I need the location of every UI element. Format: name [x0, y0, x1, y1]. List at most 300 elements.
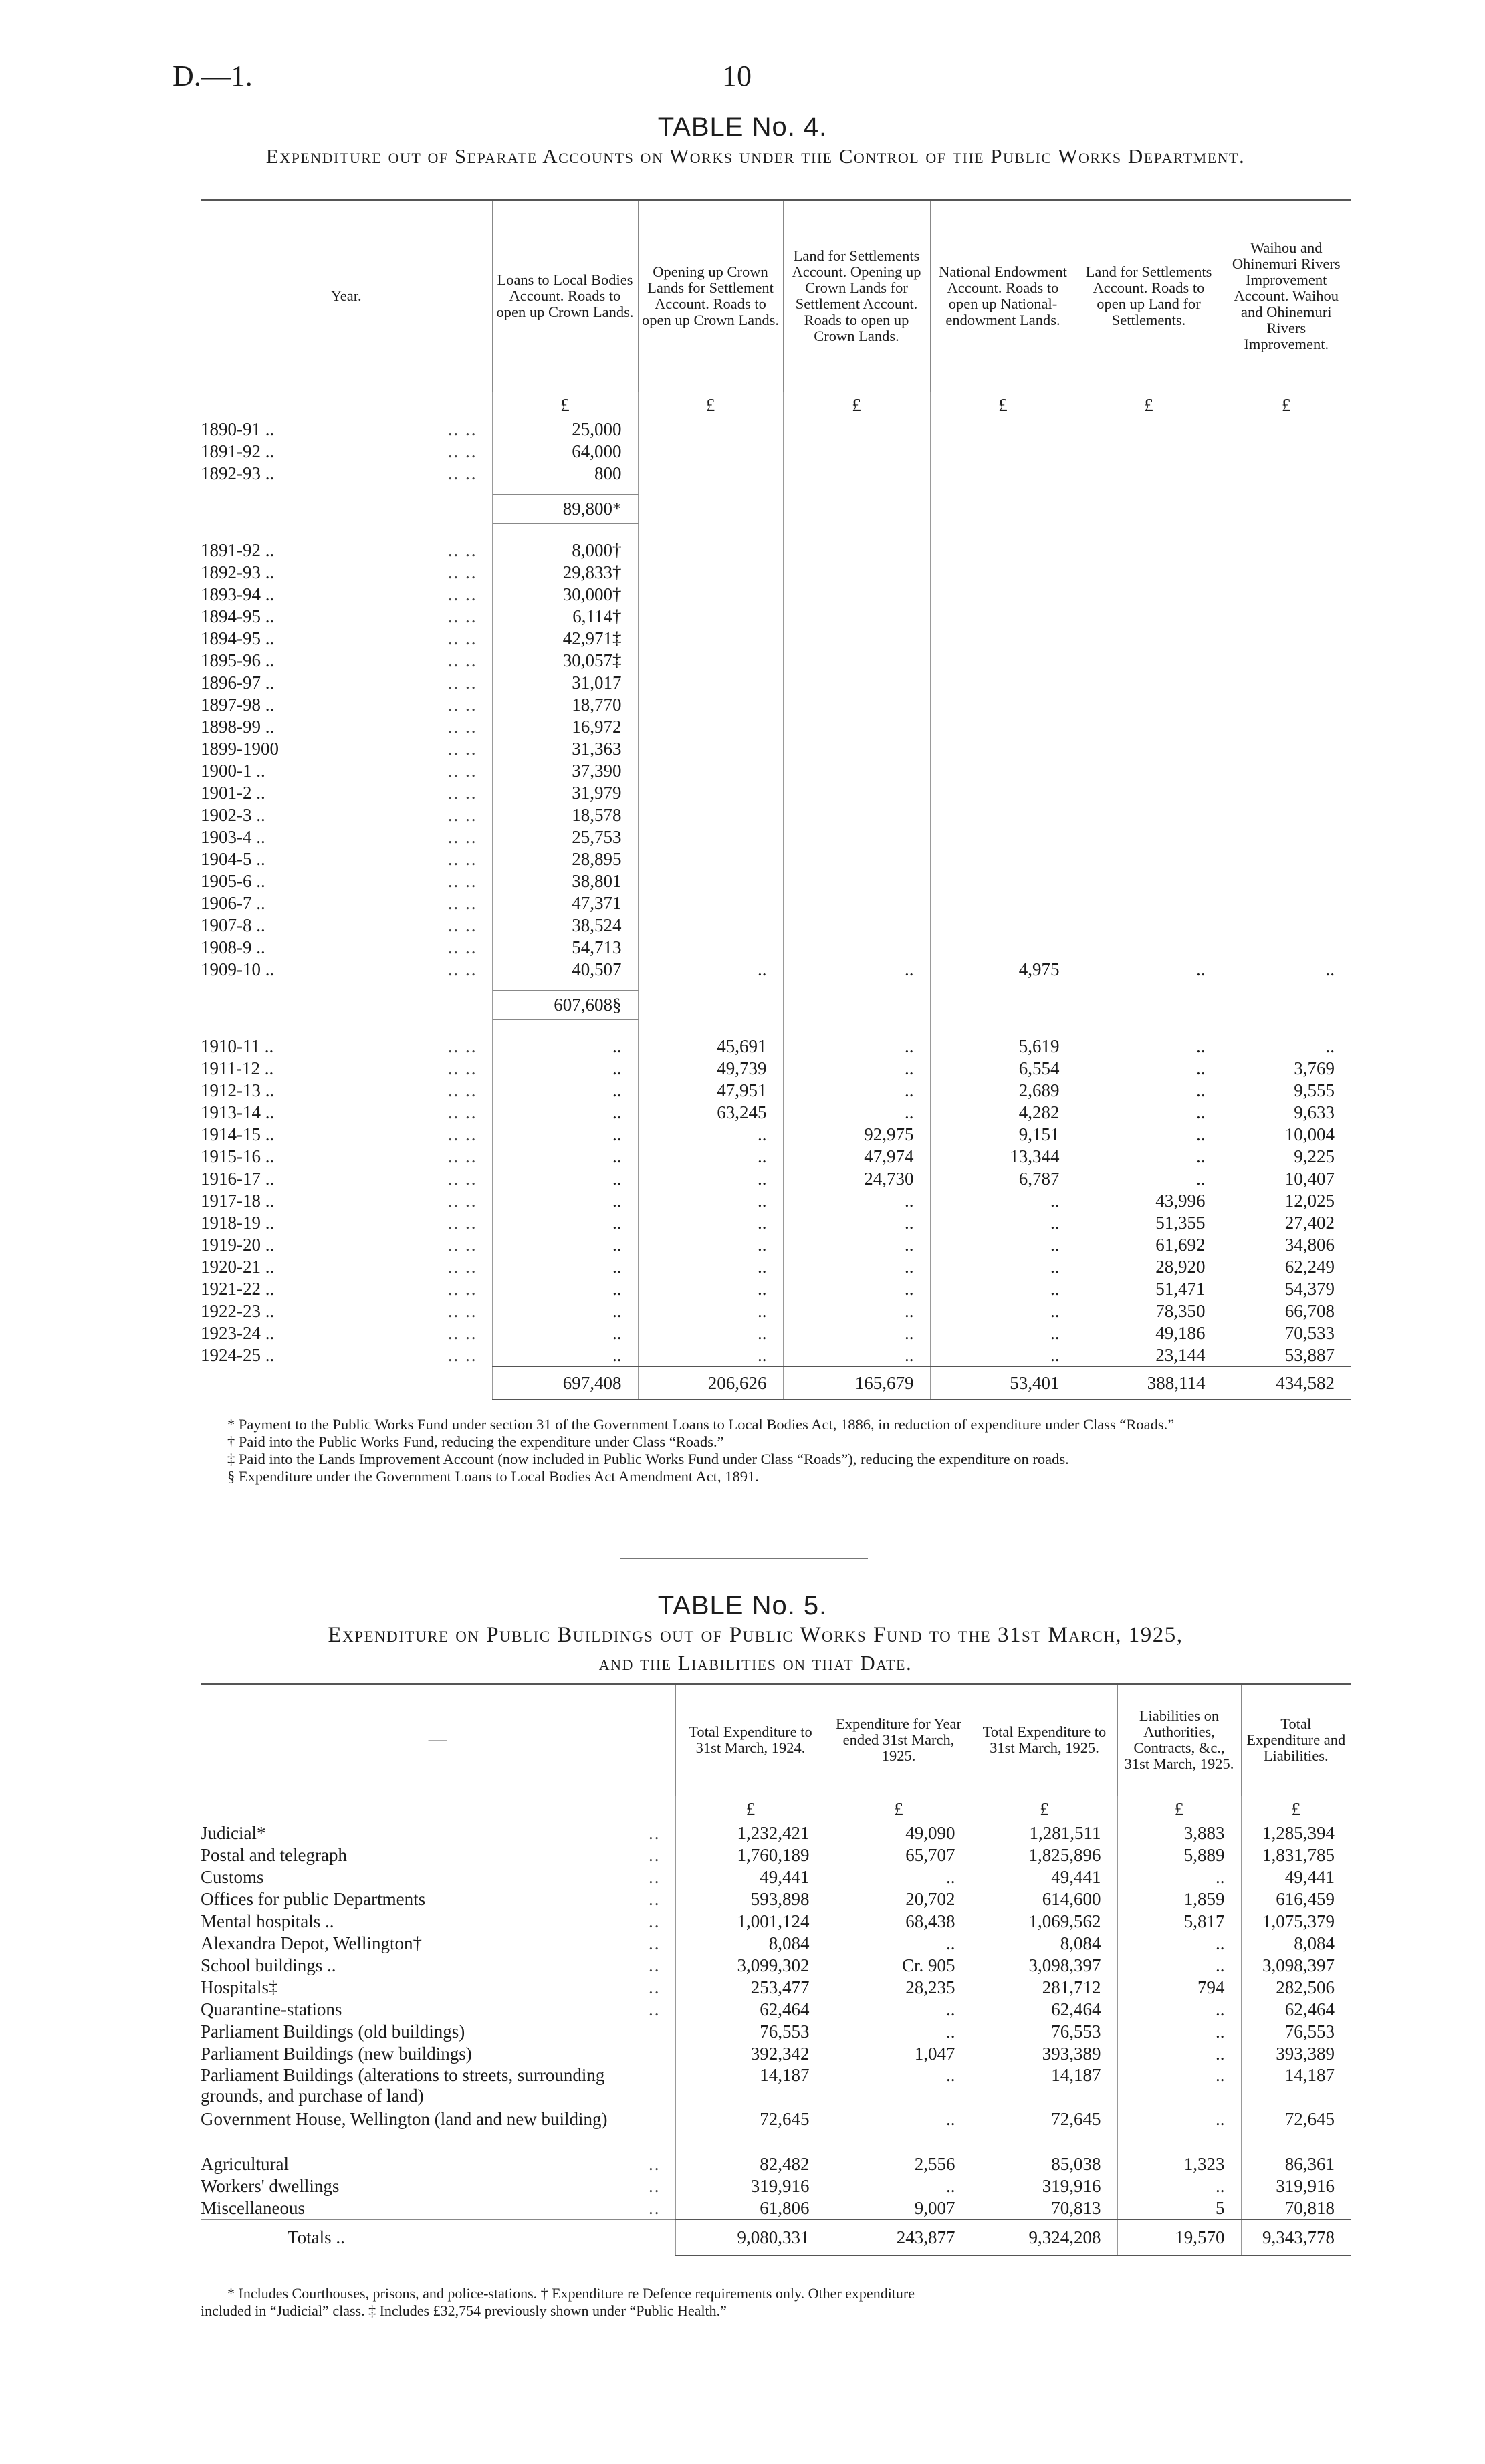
value-cell: 29,833† — [492, 562, 638, 584]
value-cell — [783, 716, 930, 738]
leader-dots: .. .. — [447, 849, 477, 869]
value-cell: 23,144 — [1076, 1344, 1222, 1366]
year-cell — [201, 1035, 492, 1058]
table5-unit-row — [201, 1796, 1351, 1822]
row-label: Government House, Wellington (land and new building) — [201, 2109, 608, 2129]
label-cell — [201, 1844, 675, 1866]
value-cell: 14,187 — [1284, 2065, 1335, 2085]
row-label: Offices for public Departments — [201, 1889, 426, 1909]
value-cell: 43,996 — [1076, 1190, 1222, 1212]
year-label: 1909-10 .. — [201, 959, 275, 979]
value-cell: .. — [930, 1344, 1076, 1366]
year-cell — [201, 539, 492, 562]
table4-row — [201, 848, 1351, 870]
value-cell — [783, 606, 930, 628]
table4-row — [201, 694, 1351, 716]
value-cell — [930, 870, 1076, 892]
leader-dots: .. .. — [447, 761, 477, 781]
value-cell: 16,972 — [492, 716, 638, 738]
value-cell: 28,895 — [492, 848, 638, 870]
value-cell: .. — [826, 2175, 972, 2197]
value-cell: 4,975 — [930, 959, 1076, 981]
leader-dots: .. — [649, 1977, 661, 1997]
value-cell: 8,000† — [492, 539, 638, 562]
row-label: Parliament Buildings (new buildings) — [201, 2044, 472, 2064]
value-cell — [1076, 694, 1222, 716]
value-cell: .. — [783, 1035, 930, 1058]
table4-footnote: ‡ Paid into the Lands Improvement Account (now included in Public Works Fund under Class “Roads”), reducing the expenditure on roads. — [227, 1451, 1069, 1467]
year-label: 1904-5 .. — [201, 849, 265, 869]
value-cell — [930, 914, 1076, 937]
table4-subtitle: Expenditure out of Separate Accounts on Works under the Control of the Public Works Department. — [265, 144, 1246, 168]
value-cell — [1076, 539, 1222, 562]
table5-col-header: Total Expenditure to 31st March, 1924. — [675, 1685, 826, 1796]
value-cell — [638, 760, 783, 782]
value-cell: 6,787 — [930, 1168, 1076, 1190]
value-cell: 1,285,394 — [1262, 1823, 1335, 1843]
value-cell: 1,760,189 — [675, 1844, 826, 1866]
table4-row — [201, 1035, 1351, 1058]
leader-dots: .. .. — [447, 419, 477, 439]
year-cell — [201, 584, 492, 606]
label-cell — [201, 1911, 675, 1933]
value-cell: .. — [492, 1322, 638, 1344]
value-cell: 593,898 — [675, 1888, 826, 1911]
year-label: 1920-21 .. — [201, 1257, 275, 1277]
value-cell: 40,507 — [492, 959, 638, 981]
value-cell — [783, 694, 930, 716]
value-cell: .. — [1076, 1124, 1222, 1146]
label-cell — [201, 1977, 675, 1999]
unit-cell: £ — [675, 1796, 826, 1822]
value-cell — [930, 584, 1076, 606]
totals-label: Totals .. — [201, 2219, 675, 2255]
value-cell: 9,225 — [1294, 1146, 1335, 1166]
value-cell: 393,389 — [972, 2043, 1117, 2065]
table4-row — [201, 628, 1351, 650]
value-cell — [638, 441, 783, 463]
value-cell — [638, 463, 783, 485]
value-cell — [783, 826, 930, 848]
value-cell: .. — [492, 1300, 638, 1322]
value-cell — [1076, 716, 1222, 738]
value-cell — [783, 937, 930, 959]
leader-dots: .. — [649, 1911, 661, 1931]
table5-row — [201, 1866, 1351, 1888]
value-cell — [1076, 738, 1222, 760]
table5-header-row — [201, 1685, 1351, 1796]
row-label: Miscellaneous — [201, 2197, 305, 2218]
value-cell — [1222, 870, 1351, 892]
table5-col-header: Expenditure for Year ended 31st March, 1925. — [826, 1685, 972, 1796]
value-cell — [783, 914, 930, 937]
table5-row — [201, 1888, 1351, 1911]
table5-totals-row — [201, 2219, 1351, 2255]
page-number: 10 — [722, 59, 752, 92]
spacer-row — [201, 1019, 1351, 1035]
value-cell: 5,619 — [930, 1035, 1076, 1058]
year-cell — [201, 1322, 492, 1344]
table4-unit-row — [201, 392, 1351, 418]
table4-col-header: Land for Settlements Account. Opening up Crown Lands for Settlement Account. Roads to open up Crown Lands. — [783, 201, 930, 392]
year-label: 1891-92 .. — [201, 540, 275, 560]
year-cell — [201, 562, 492, 584]
value-cell: 1,825,896 — [972, 1844, 1117, 1866]
year-label: 1890-91 .. — [201, 419, 275, 439]
value-cell: 27,402 — [1284, 1213, 1335, 1233]
table4-footnotes — [201, 1416, 1351, 1485]
leader-dots: .. .. — [447, 1036, 477, 1056]
year-label: 1913-14 .. — [201, 1102, 275, 1122]
year-label: 1924-25 .. — [201, 1345, 275, 1365]
table5-row — [201, 2197, 1351, 2219]
table4-row — [201, 1168, 1351, 1190]
value-cell: 38,801 — [492, 870, 638, 892]
value-cell — [638, 892, 783, 914]
table5-footnote: included in “Judicial” class. ‡ Includes £32,754 previously shown under “Public Health.” — [201, 2302, 727, 2319]
value-cell — [1076, 606, 1222, 628]
year-cell — [201, 782, 492, 804]
table4-row — [201, 716, 1351, 738]
table4-row — [201, 1344, 1351, 1366]
leader-dots: .. .. — [447, 1102, 477, 1122]
value-cell: 54,379 — [1284, 1279, 1335, 1299]
table5-row — [201, 1999, 1351, 2021]
value-cell — [638, 694, 783, 716]
value-cell — [930, 463, 1076, 485]
value-cell: .. — [638, 1234, 783, 1256]
year-cell — [201, 738, 492, 760]
value-cell — [1222, 937, 1351, 959]
value-cell: 8,084 — [972, 1933, 1117, 1955]
value-cell: .. — [826, 2109, 972, 2153]
table4-row — [201, 1300, 1351, 1322]
table4-row — [201, 1234, 1351, 1256]
value-cell — [1076, 782, 1222, 804]
year-label: 1919-20 .. — [201, 1235, 275, 1255]
table4-row — [201, 1256, 1351, 1278]
leader-dots: .. .. — [447, 441, 477, 461]
leader-dots: .. — [649, 1955, 661, 1975]
value-cell — [1076, 760, 1222, 782]
value-cell: 616,459 — [1276, 1889, 1335, 1909]
year-label: 1897-98 .. — [201, 695, 275, 715]
table4-row — [201, 1102, 1351, 1124]
value-cell: .. — [930, 1278, 1076, 1300]
year-cell — [201, 760, 492, 782]
label-cell — [201, 1955, 675, 1977]
year-label: 1902-3 .. — [201, 805, 265, 825]
value-cell — [638, 584, 783, 606]
year-cell — [201, 1256, 492, 1278]
year-label: 1895-96 .. — [201, 650, 275, 670]
label-cell — [201, 2021, 675, 2043]
row-label: Judicial* — [201, 1823, 266, 1843]
value-cell: .. — [1076, 1102, 1222, 1124]
spacer-row — [201, 981, 1351, 990]
value-cell: .. — [930, 1234, 1076, 1256]
value-cell: 49,441 — [1284, 1867, 1335, 1887]
value-cell: .. — [638, 1300, 783, 1322]
value-cell — [930, 937, 1076, 959]
spacer-row — [201, 523, 1351, 539]
unit-cell: £ — [930, 392, 1076, 418]
value-cell: 2,689 — [930, 1080, 1076, 1102]
value-cell: 49,739 — [638, 1058, 783, 1080]
value-cell: 8,084 — [1294, 1933, 1335, 1953]
leader-dots: .. .. — [447, 783, 477, 803]
value-cell — [1222, 672, 1351, 694]
spacer-row — [201, 485, 1351, 494]
table4-col-header: Land for Settlements Account. Roads to open up Land for Settlements. — [1076, 201, 1222, 392]
table5-col-header: Total Expenditure to 31st March, 1925. — [972, 1685, 1117, 1796]
year-cell — [201, 1102, 492, 1124]
value-cell: 62,464 — [972, 1999, 1117, 2021]
table4-row — [201, 418, 1351, 441]
unit-cell: £ — [1291, 1798, 1300, 1819]
value-cell — [930, 892, 1076, 914]
value-cell: 253,477 — [675, 1977, 826, 1999]
value-cell: .. — [783, 1234, 930, 1256]
table4-col-header: Opening up Crown Lands for Settlement Account. Roads to open up Crown Lands. — [638, 201, 783, 392]
year-cell — [201, 1124, 492, 1146]
value-cell: Cr. 905 — [826, 1955, 972, 1977]
leader-dots: .. .. — [447, 540, 477, 560]
value-cell — [638, 628, 783, 650]
value-cell: 1,831,785 — [1262, 1845, 1335, 1865]
year-label: 1912-13 .. — [201, 1080, 275, 1100]
leader-dots: .. .. — [447, 739, 477, 759]
value-cell: .. — [930, 1256, 1076, 1278]
value-cell: .. — [638, 1278, 783, 1300]
leader-dots: .. .. — [447, 695, 477, 715]
value-cell: 281,712 — [972, 1977, 1117, 1999]
value-cell: .. — [492, 1344, 638, 1366]
value-cell: 63,245 — [638, 1102, 783, 1124]
value-cell: .. — [638, 1256, 783, 1278]
row-label: Parliament Buildings (old buildings) — [201, 2021, 465, 2042]
value-cell — [930, 738, 1076, 760]
value-cell: 1,001,124 — [675, 1911, 826, 1933]
value-cell: .. — [930, 1212, 1076, 1234]
table4-row — [201, 1190, 1351, 1212]
value-cell — [930, 650, 1076, 672]
table4-row — [201, 804, 1351, 826]
value-cell — [1076, 870, 1222, 892]
unit-cell: £ — [783, 392, 930, 418]
table4-row — [201, 606, 1351, 628]
label-cell — [201, 1822, 675, 1844]
value-cell: .. — [1117, 2043, 1241, 2065]
value-cell — [1076, 937, 1222, 959]
value-cell: 62,464 — [1284, 1999, 1335, 2019]
value-cell: 34,806 — [1284, 1235, 1335, 1255]
value-cell: .. — [492, 1168, 638, 1190]
value-cell — [1222, 716, 1351, 738]
value-cell: 85,038 — [972, 2153, 1117, 2175]
value-cell — [930, 539, 1076, 562]
value-cell — [1222, 650, 1351, 672]
value-cell: .. — [638, 1212, 783, 1234]
value-cell: 68,438 — [826, 1911, 972, 1933]
value-cell — [930, 418, 1076, 441]
unit-cell: £ — [492, 392, 638, 418]
table5-row — [201, 2175, 1351, 2197]
value-cell: 76,553 — [675, 2021, 826, 2043]
value-cell: .. — [783, 1102, 930, 1124]
year-label: 1901-2 .. — [201, 783, 265, 803]
table4-row — [201, 1124, 1351, 1146]
value-cell: 66,708 — [1284, 1301, 1335, 1321]
value-cell: .. — [1076, 1080, 1222, 1102]
row-label: Quarantine-stations — [201, 1999, 342, 2019]
value-cell — [1076, 892, 1222, 914]
table4-row — [201, 892, 1351, 914]
value-cell — [783, 870, 930, 892]
value-cell: .. — [492, 1212, 638, 1234]
value-cell: 51,471 — [1076, 1278, 1222, 1300]
value-cell: .. — [638, 1124, 783, 1146]
table5-col-header: Liabilities on Authorities, Contracts, &c., 31st March, 1925. — [1117, 1685, 1241, 1796]
year-cell — [201, 959, 492, 981]
value-cell — [1076, 826, 1222, 848]
value-cell: 9,633 — [1294, 1102, 1335, 1122]
leader-dots: .. .. — [447, 805, 477, 825]
year-cell — [201, 418, 492, 441]
table4-row — [201, 584, 1351, 606]
leader-dots: .. — [649, 1867, 661, 1887]
value-cell: 4,282 — [930, 1102, 1076, 1124]
year-label: 1903-4 .. — [201, 827, 265, 847]
value-cell — [1222, 760, 1351, 782]
year-label: 1898-99 .. — [201, 717, 275, 737]
value-cell — [638, 937, 783, 959]
value-cell: .. — [826, 2021, 972, 2043]
value-cell: 614,600 — [972, 1888, 1117, 1911]
leader-dots: .. .. — [447, 1191, 477, 1211]
year-label: 1899-1900 — [201, 739, 279, 759]
value-cell — [638, 826, 783, 848]
value-cell: .. — [1076, 1146, 1222, 1168]
leader-dots: .. .. — [447, 1323, 477, 1343]
table4-row — [201, 959, 1351, 981]
value-cell — [783, 760, 930, 782]
table4-row — [201, 539, 1351, 562]
row-label: Customs — [201, 1867, 264, 1887]
value-cell: .. — [783, 1278, 930, 1300]
value-cell — [1076, 804, 1222, 826]
value-cell — [638, 418, 783, 441]
value-cell: 319,916 — [972, 2175, 1117, 2197]
row-label: Hospitals‡ — [201, 1977, 278, 1997]
value-cell: 72,645 — [972, 2109, 1117, 2153]
value-cell: 5,889 — [1117, 1844, 1241, 1866]
value-cell — [783, 441, 930, 463]
table5-title: TABLE No. 5. — [657, 1591, 828, 1620]
year-label: 1908-9 .. — [201, 937, 265, 957]
year-label: 1923-24 .. — [201, 1323, 275, 1343]
value-cell: 92,975 — [783, 1124, 930, 1146]
value-cell — [638, 562, 783, 584]
value-cell — [1222, 539, 1351, 562]
year-label: 1892-93 .. — [201, 562, 275, 582]
year-cell — [201, 870, 492, 892]
total-cell: 9,324,208 — [972, 2219, 1117, 2255]
table4-row — [201, 1146, 1351, 1168]
value-cell: 70,533 — [1284, 1323, 1335, 1343]
value-cell: .. — [783, 1080, 930, 1102]
year-cell — [201, 848, 492, 870]
value-cell: .. — [492, 1124, 638, 1146]
table4-subtotal-row — [201, 990, 1351, 1019]
value-cell: 18,578 — [492, 804, 638, 826]
value-cell: 31,363 — [492, 738, 638, 760]
value-cell — [930, 716, 1076, 738]
year-label: 1914-15 .. — [201, 1124, 275, 1144]
leader-dots: .. — [649, 2197, 661, 2218]
value-cell — [783, 463, 930, 485]
subtotal-cell: 607,608§ — [492, 990, 638, 1019]
label-cell — [201, 1999, 675, 2021]
value-cell: .. — [492, 1278, 638, 1300]
table4-row — [201, 826, 1351, 848]
table4-row — [201, 562, 1351, 584]
value-cell — [1076, 914, 1222, 937]
value-cell: 31,017 — [492, 672, 638, 694]
value-cell: 61,806 — [675, 2197, 826, 2219]
year-cell — [201, 1344, 492, 1366]
value-cell: .. — [1117, 2065, 1241, 2109]
value-cell: 12,025 — [1284, 1191, 1335, 1211]
value-cell: 54,713 — [492, 937, 638, 959]
year-label: 1910-11 .. — [201, 1036, 274, 1056]
value-cell: 62,464 — [675, 1999, 826, 2021]
table4-row — [201, 937, 1351, 959]
value-cell: 78,350 — [1076, 1300, 1222, 1322]
table4-totals-row — [201, 1366, 1351, 1400]
label-cell — [201, 2153, 675, 2175]
value-cell: 1,859 — [1117, 1888, 1241, 1911]
value-cell: 10,407 — [1284, 1168, 1335, 1189]
value-cell — [1222, 606, 1351, 628]
value-cell: .. — [783, 1058, 930, 1080]
value-cell: .. — [492, 1102, 638, 1124]
value-cell: .. — [1117, 1933, 1241, 1955]
leader-dots: .. — [649, 1845, 661, 1865]
value-cell: .. — [1117, 2175, 1241, 2197]
value-cell: 18,770 — [492, 694, 638, 716]
value-cell — [783, 418, 930, 441]
leader-dots: .. .. — [447, 827, 477, 847]
value-cell: 8,084 — [675, 1933, 826, 1955]
table5-dash-header: — — [201, 1685, 675, 1796]
value-cell: .. — [1117, 1999, 1241, 2021]
value-cell: 9,151 — [930, 1124, 1076, 1146]
value-cell: .. — [783, 959, 930, 981]
value-cell: 1,281,511 — [972, 1822, 1117, 1844]
value-cell: 62,249 — [1284, 1257, 1335, 1277]
year-cell — [201, 650, 492, 672]
table4 — [201, 201, 1351, 1400]
leader-dots: .. .. — [447, 1146, 477, 1166]
year-label: 1907-8 .. — [201, 915, 265, 935]
total-cell: 434,582 — [1222, 1366, 1351, 1400]
table4-row — [201, 650, 1351, 672]
value-cell: 37,390 — [492, 760, 638, 782]
value-cell: 72,645 — [1284, 2109, 1335, 2129]
row-label: Parliament Buildings (alterations to streets, surrounding grounds, and purchase of land) — [201, 2065, 605, 2106]
year-label: 1906-7 .. — [201, 893, 265, 913]
